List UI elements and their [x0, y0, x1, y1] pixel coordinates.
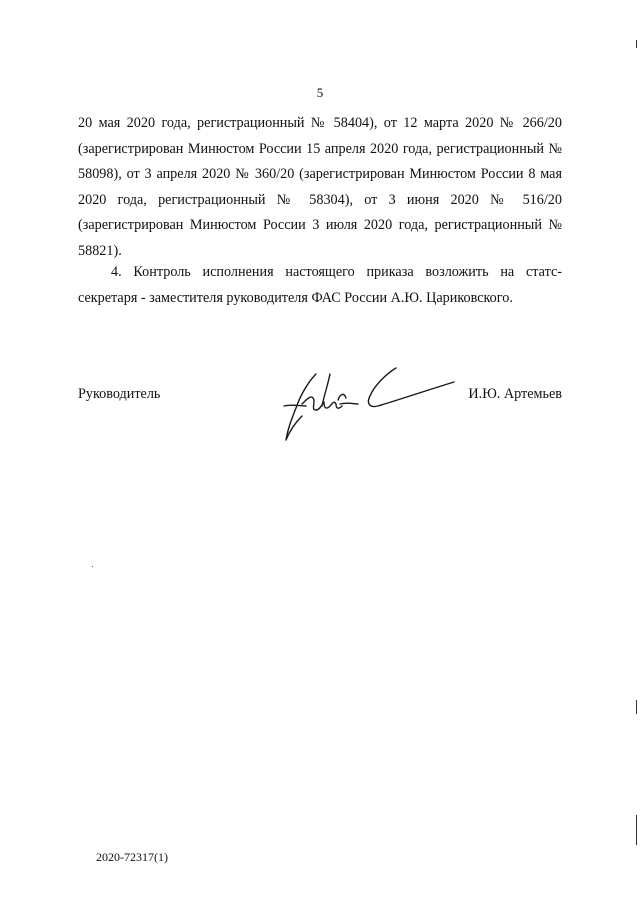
signer-name: И.Ю. Артемьев — [468, 386, 562, 402]
paragraph-control-clause: 4. Контроль исполнения настоящего приказа возложить на статс-секретаря - заместителя руководителя ФАС России А.Ю. Цариковского. — [78, 264, 562, 306]
page-number: 5 — [316, 85, 324, 100]
scan-edge-mark — [636, 40, 637, 48]
scan-edge-mark — [636, 815, 637, 845]
signer-title: Руководитель — [78, 386, 161, 402]
handwritten-signature — [278, 360, 458, 450]
scan-edge-mark — [636, 700, 637, 714]
paragraph-registration-list: 20 мая 2020 года, регистрационный № 58404), от 12 марта 2020 № 266/20 (зарегистрирован Минюстом России 15 апреля 2020 года, регистрационный № 58098), от 3 апреля 2020 № 360/20 (зарегистрирован Минюстом России 8 мая 2020 года, регистрационный № 58304), от 3 июня 2020 № 516/20 (зарегистрирован Минюстом России 3 июля 2020 года, регистрационный № 58821). — [78, 115, 562, 259]
document-id: 2020-72317(1) — [96, 850, 168, 864]
scan-speck — [92, 566, 93, 567]
